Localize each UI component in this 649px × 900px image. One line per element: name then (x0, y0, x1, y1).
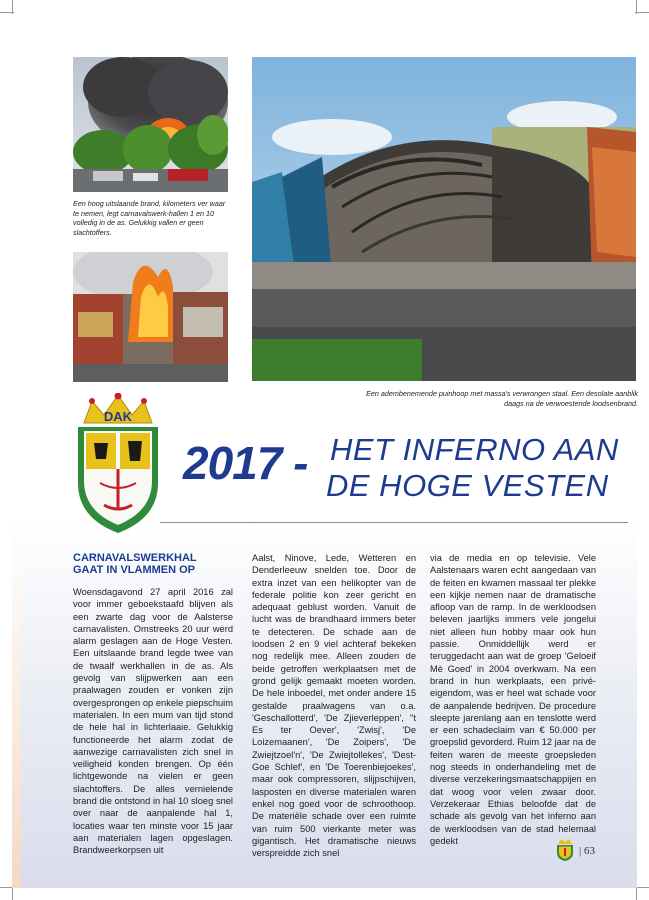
photo-smoke-fire (73, 57, 228, 192)
article-text-col3: via de media en op televisie. Vele Aalstenaars waren echt aangedaan van de feiten en kwamen massaal ter plekke een kijkje nemen naar de dramatische afloop van de ramp. In de werkloodsen beleven jaarlijks immers vele jongelui niet alleen hun hobby maar ook hun passie. Onmiddellijk werd er teruggedacht aan wat de groep 'Geloeif Mè Goed' in 2004 overkwam. Na een brand in hun werkplaats, een privé-eigendom, was er heel wat schade voor de aanpalende bedrijven. De procedure sleepte jarenlang aan en tenslotte werd er een schadeclaim van € 50.000 per groepslid gevorderd. Ruim 12 jaar na de feiten waren de meeste groepsleden nog steeds in onderhandeling met de diverse verzekeringsmaatschappijen en dat woog voor velen zwaar door. Verzekeraar Ethias beloofde dat de schade als gevolg van het inferno aan de werkloodsen van de stad helemaal gedekt (430, 553, 596, 846)
photo-collapsed-hall (252, 57, 636, 381)
dak-logo (74, 393, 162, 535)
title-line-2: DE HOGE VESTEN (326, 468, 609, 503)
left-accent-bar (12, 520, 21, 888)
title-year: 2017 - (183, 437, 308, 489)
article-column-1 (73, 552, 233, 857)
crop-mark (0, 12, 14, 13)
photo3-caption: Een adembenemende puinhoop met massa's verwrongen staal. Een desolate aanblik daags na de verwoestende loodsenbrand. (366, 389, 638, 408)
title-line-1: HET INFERNO AAN (330, 432, 619, 467)
crop-mark (636, 886, 637, 900)
photo-burning-hall (73, 252, 228, 382)
article-column-2 (252, 552, 416, 859)
crop-mark (635, 12, 649, 13)
article-subhead (73, 552, 233, 576)
page-number: | 63 (579, 845, 595, 857)
title-divider (160, 522, 628, 523)
article-text-col2: Aalst, Ninove, Lede, Wetteren en Denderleeuw snelden toe. Door de extra inzet van een helikopter van de federale politie kon zeer gericht en adequaat geblust worden. Vanuit de lucht was de brandhaard immers beter te detecteren. De schade aan de loodsen 2 en 9 viel achteraf bekeken nog redelijk mee. Alleen zouden de beide getroffen werkplaatsen met de grond gelijk gemaakt moeten worden. De hele inboedel, met onder andere 15 gestalde praalwagens van o.a. 'Geschallotterd', 'De Zjieverleppen', ''t Es ter Oever', 'Zwisj', 'De Loizemaanen', 'De Zoipers', 'De Zwiejtzoel'n', 'De Zwiejtollekes', 'Dest-Goe Schlef', en 'De Toerenbiejoekes', maar ook compressoren, slijpschijven, lasposten en diverse materialen waren enkel nog goed voor de schroothoop. De materiële schade over een ruimte van ruim 500 vierkante meter was gigantisch. Het dramatische nieuws verspreidde zich snel (252, 553, 416, 859)
subhead-line-1: CARNAVALSWERKHAL (73, 552, 197, 564)
photo1-caption: Een hoog uitslaande brand, kilometers ver waar te nemen, legt carnavalswerk-hallen 1 en 10 volledig in de as. Gelukkig vallen er geen slachtoffers. (73, 199, 226, 237)
crop-mark (12, 886, 13, 900)
footer-logo (556, 838, 574, 862)
crop-mark (635, 887, 649, 888)
subhead-line-2: GAAT IN VLAMMEN OP (73, 564, 196, 576)
article-column-3 (430, 552, 596, 847)
logo-text: DAK (103, 409, 133, 424)
article-text-col1: Woensdagavond 27 april 2016 zal voor immer geboekstaafd blijven als een zwarte dag voor de Aalsterse carnavalisten. Omstreeks 20 uur werd alarm geslagen aan de Hoge Vesten. Een uitslaande brand legde twee van de twaalf werkhallen in de as. Als gevolg van slijpwerken aan een praalwagen zouden er vonken zijn overgesprongen op enkele piepschuim materialen. In een mum van tijd stond de hele hal in lichterlaaie. Gelukkig functioneerde het alarm zodat de aanwezige carnavalisten zich snel in veiligheid konden brengen. Op één lichtgewonde na vielen er geen slachtoffers. De alles vernielende brand die ontstond in hal 10 sloeg snel over naar de aanpalende hal 1, locaties waar ten minste voor 15 jaar aan materialen lagen opgeslagen. Brandweerkorpsen uit (73, 587, 233, 856)
